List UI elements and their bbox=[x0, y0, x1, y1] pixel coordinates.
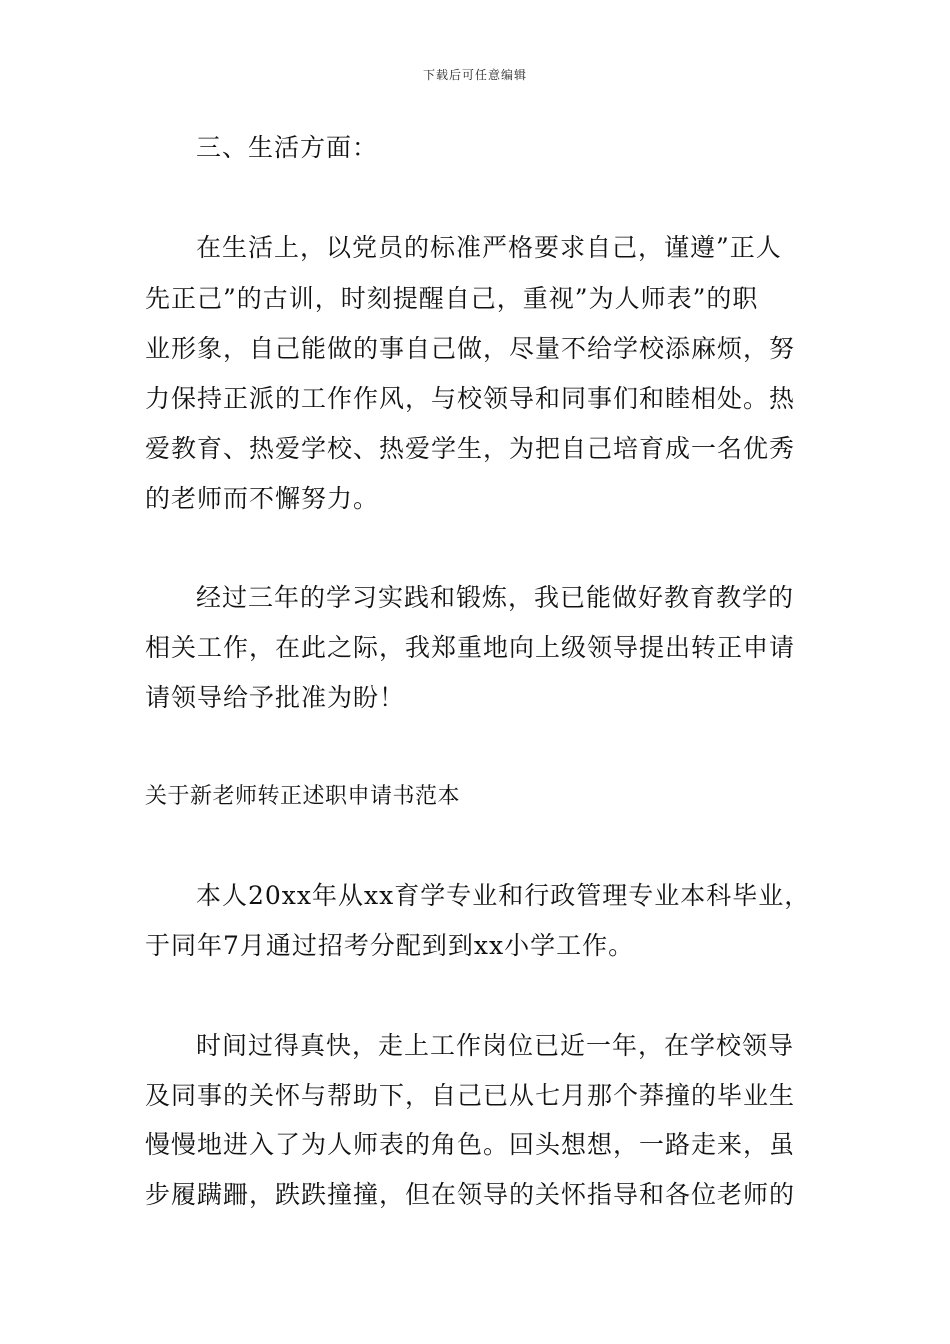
paragraph-line: 在生活上，以党员的标准严格要求自己，谨遵”正人 bbox=[196, 233, 782, 262]
paragraph-line: 及同事的关怀与帮助下，自己已从七月那个莽撞的毕业生 bbox=[145, 1081, 796, 1110]
paragraph-line: 相关工作，在此之际，我郑重地向上级领导提出转正申请 bbox=[145, 633, 796, 662]
paragraph-line: 于同年7月通过招考分配到到xx小学工作。 bbox=[145, 931, 635, 960]
paragraph-line: 力保持正派的工作作风，与校领导和同事们和睦相处。热 bbox=[145, 384, 796, 413]
paragraph-line: 的老师而不懈努力。 bbox=[145, 484, 380, 513]
paragraph-line: 请领导给予批准为盼！ bbox=[145, 683, 406, 712]
paragraph-line: 慢慢地进入了为人师表的角色。回头想想，一路走来，虽 bbox=[145, 1130, 796, 1159]
paragraph-line: 经过三年的学习实践和锻炼，我已能做好教育教学的 bbox=[196, 583, 795, 612]
paragraph-line: 时间过得真快，走上工作岗位已近一年，在学校领导 bbox=[196, 1031, 795, 1060]
page-header: 下载后可任意编辑 bbox=[422, 68, 527, 82]
paragraph-line: 业形象，自己能做的事自己做，尽量不给学校添麻烦，努 bbox=[145, 334, 796, 363]
paragraph-line: 爱教育、热爱学校、热爱学生，为把自己培育成一名优秀 bbox=[145, 434, 796, 463]
paragraph-line: 本人20xx年从xx育学专业和行政管理专业本科毕业， bbox=[196, 881, 811, 910]
paragraph-line: 步履蹒跚，跌跌撞撞，但在领导的关怀指导和各位老师的 bbox=[145, 1180, 796, 1209]
document-title: 关于新老师转正述职申请书范本 bbox=[145, 784, 461, 809]
section-heading: 三、生活方面： bbox=[196, 133, 379, 162]
paragraph-line: 先正己”的古训，时刻提醒自己，重视”为人师表”的职 bbox=[145, 284, 759, 313]
